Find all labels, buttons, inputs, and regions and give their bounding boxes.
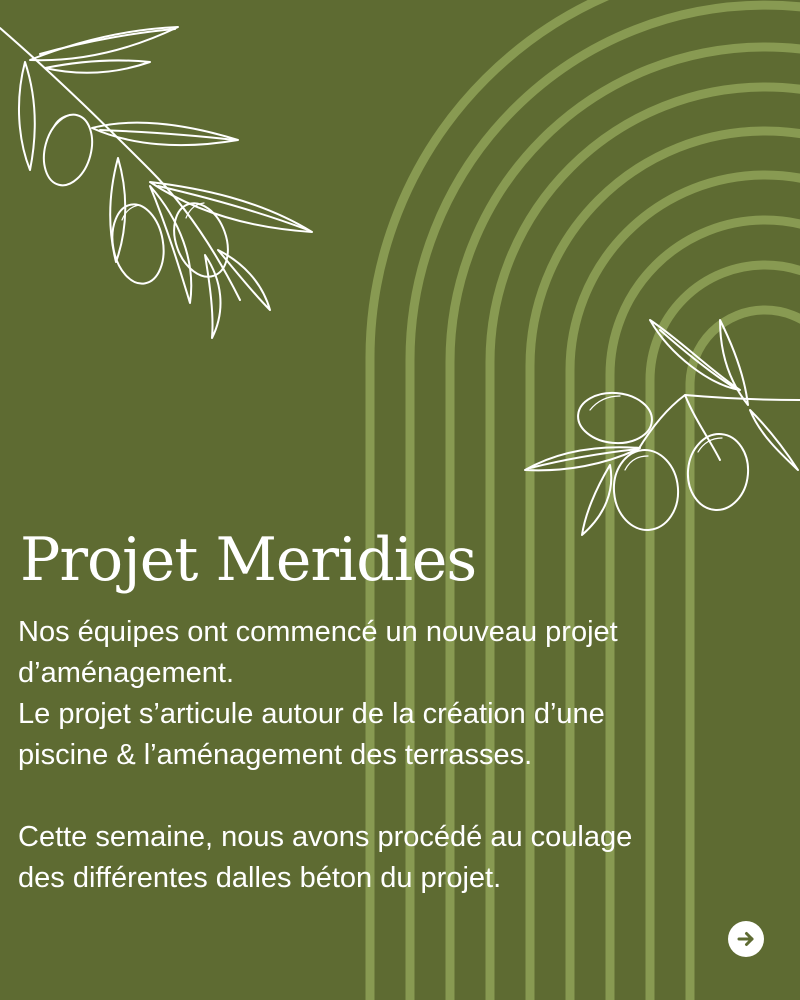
body-line: piscine & l’aménagement des terrasses. — [18, 739, 533, 771]
body-line: d’aménagement. — [18, 657, 235, 689]
olive-branch-icon — [0, 0, 330, 350]
body-text — [18, 612, 758, 899]
olive-branch-icon — [520, 310, 800, 550]
body-line: des différentes dalles béton du projet. — [18, 862, 502, 894]
body-line: Le projet s’articule autour de la création d’une — [18, 698, 605, 730]
paragraph-spacer — [18, 776, 758, 817]
body-line: Nos équipes ont commencé un nouveau projet — [18, 616, 618, 648]
next-button[interactable] — [728, 921, 764, 957]
body-line: Cette semaine, nous avons procédé au coulage — [18, 821, 633, 853]
arrow-right-circle-icon — [734, 927, 758, 951]
page-title: Projet Meridies — [20, 525, 477, 595]
